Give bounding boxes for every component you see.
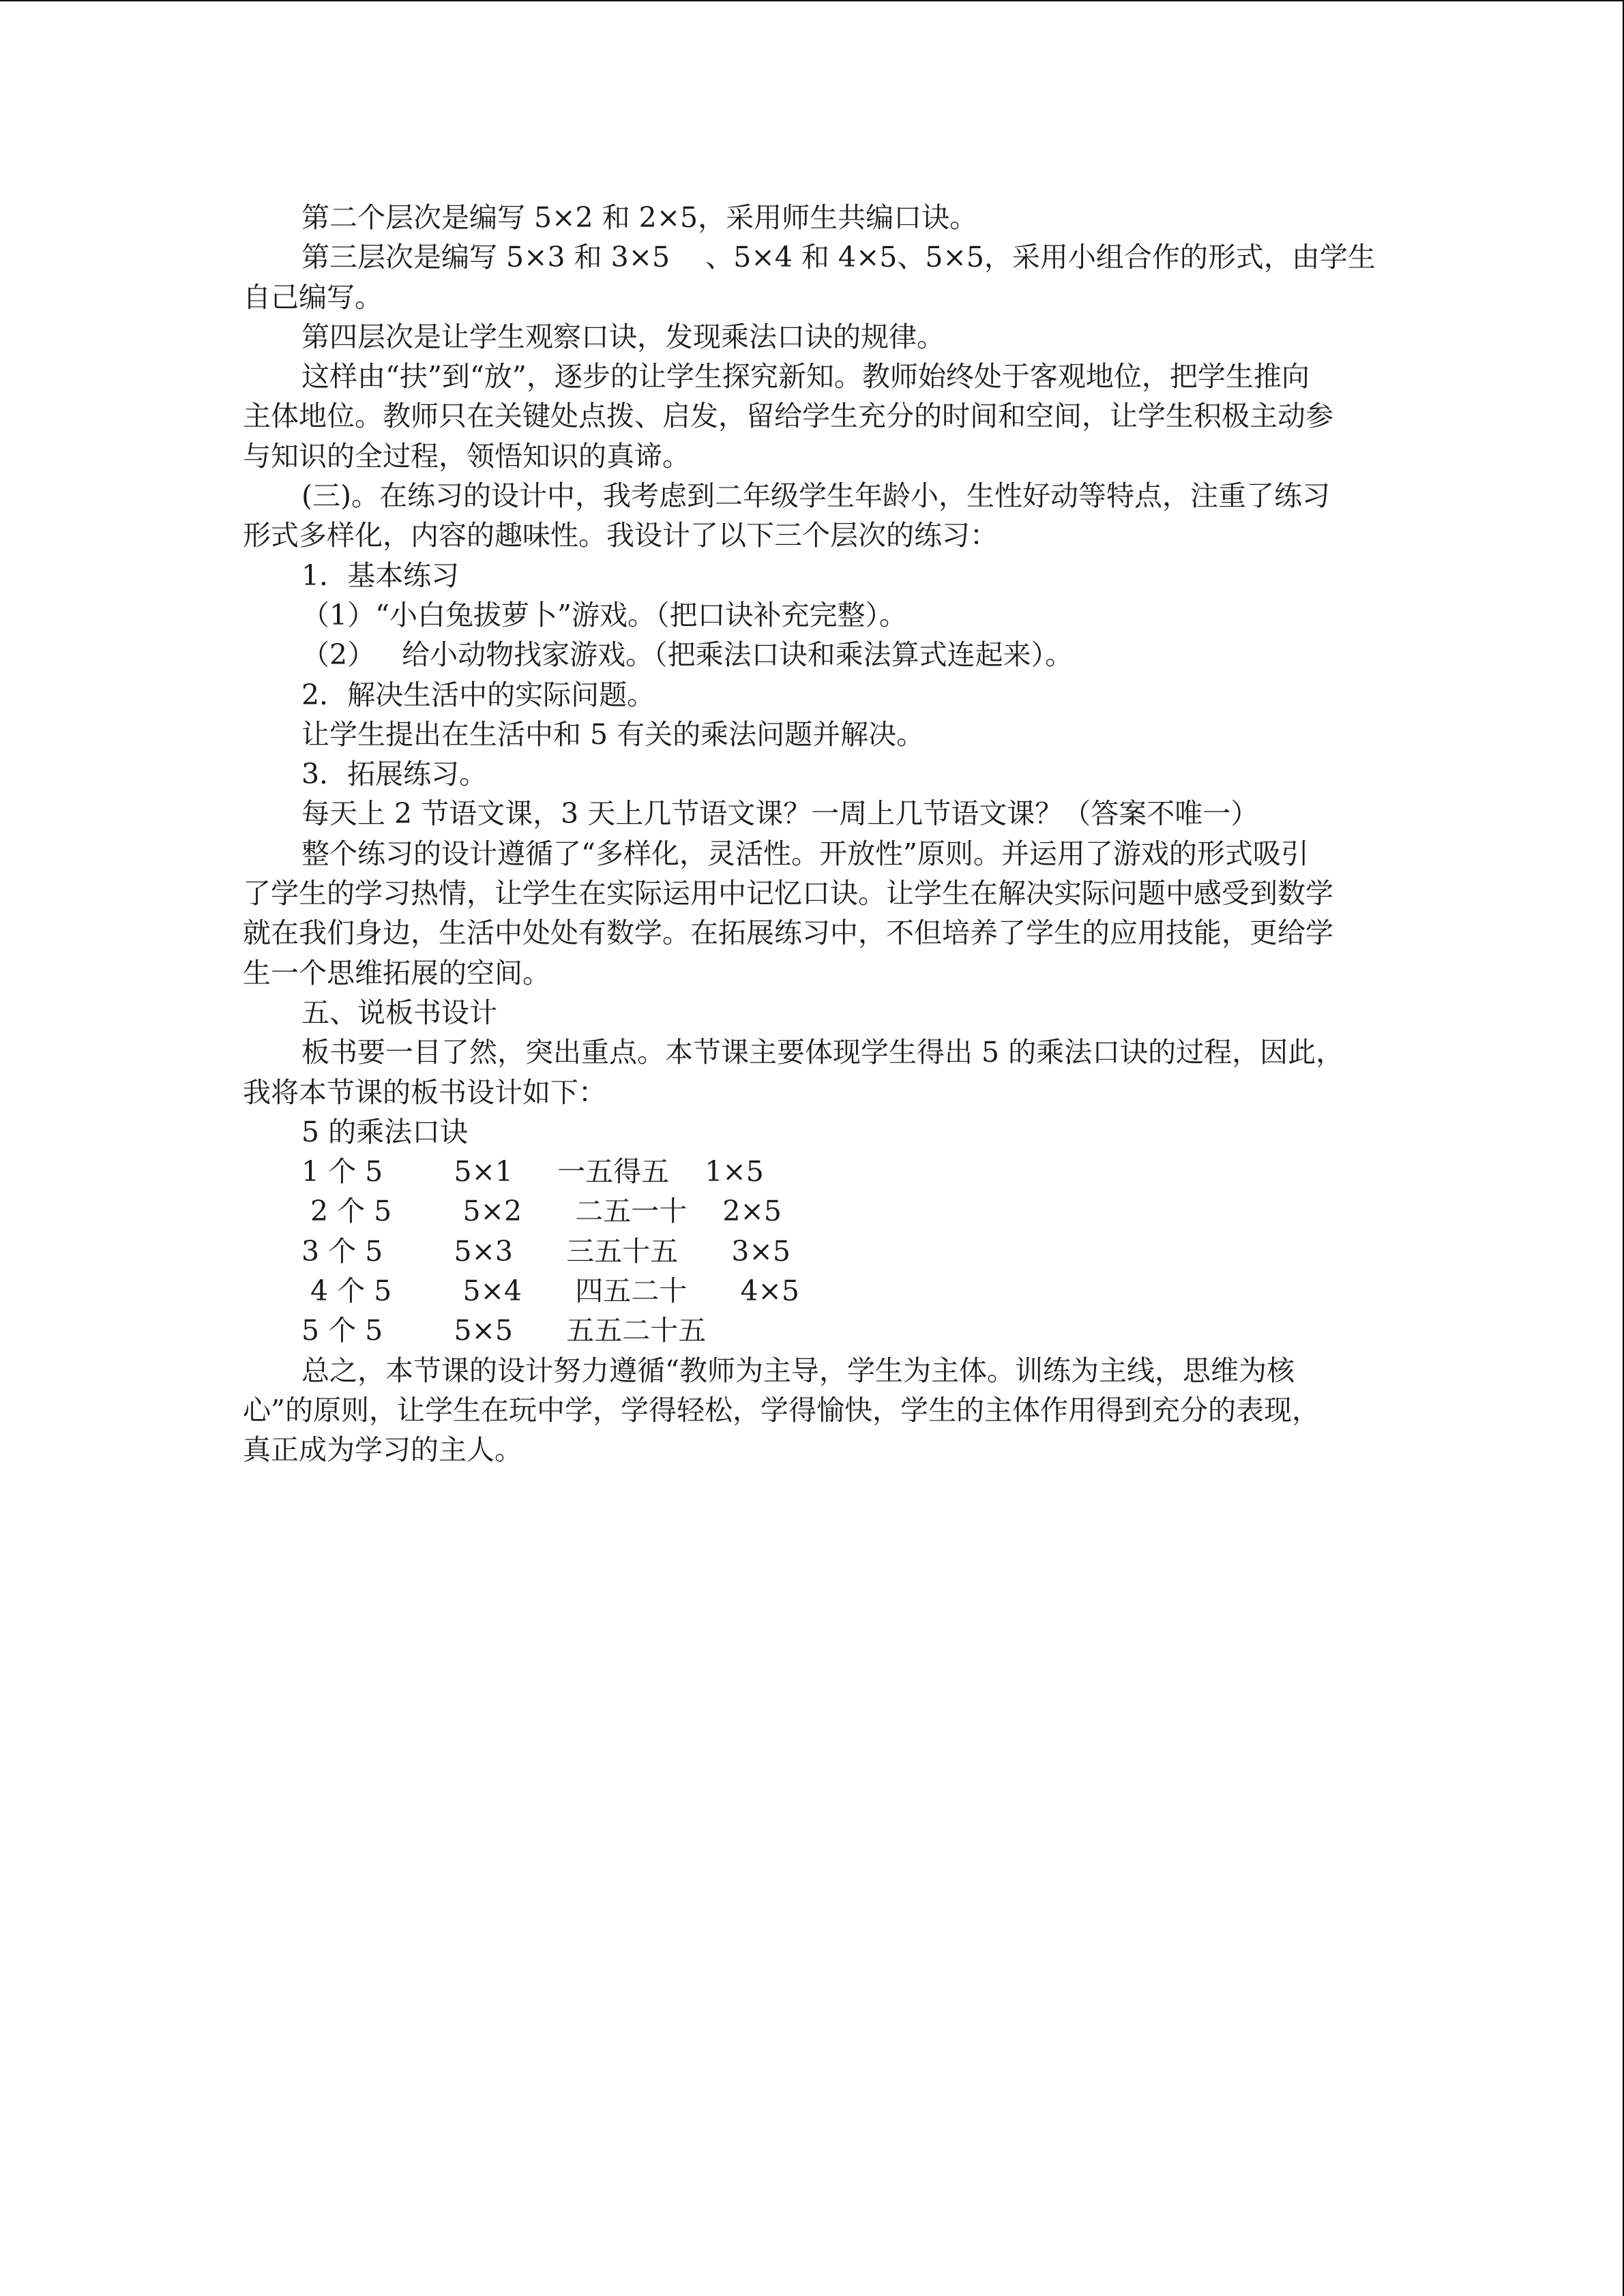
paragraph-line: 与知识的全过程，领悟知识的真谛。 <box>243 439 690 473</box>
paragraph-line: 心”的原则，让学生在玩中学，学得轻松，学得愉快，学生的主体作用得到充分的表现， <box>243 1393 1320 1427</box>
board-row: 4 个 5 5×4 四五二十 4×5 <box>301 1274 799 1308</box>
paragraph-line: 第二个层次是编写 5×2 和 2×5，采用师生共编口诀。 <box>301 201 978 234</box>
paragraph-line: 形式多样化，内容的趣味性。我设计了以下三个层次的练习： <box>243 519 998 552</box>
board-row: 3 个 5 5×3 三五十五 3×5 <box>301 1234 791 1268</box>
paragraph-line: 了学生的学习热情，让学生在实际运用中记忆口诀。让学生在解决实际问题中感受到数学 <box>243 877 1333 910</box>
board-row: 2 个 5 5×2 二五一十 2×5 <box>301 1195 782 1228</box>
section-heading: 2．解决生活中的实际问题。 <box>301 678 655 711</box>
document-body <box>243 198 1382 1470</box>
paragraph-line: 第四层次是让学生观察口诀，发现乘法口诀的规律。 <box>301 320 945 353</box>
section-heading: 3．拓展练习。 <box>301 758 488 791</box>
paragraph-line: 总之，本节课的设计努力遵循“教师为主导，学生为主体。训练为主线，思维为核 <box>301 1354 1295 1387</box>
paragraph-line: 整个练习的设计遵循了“多样化，灵活性。开放性”原则。并运用了游戏的形式吸引 <box>301 837 1309 870</box>
board-title: 5 的乘法口诀 <box>301 1115 469 1148</box>
paragraph-line: 主体地位。教师只在关键处点拨、启发，留给学生充分的时间和空间，让学生积极主动参 <box>243 400 1333 433</box>
list-item: （1）“小白兔拔萝卜”游戏。（把口诀补充完整）。 <box>301 598 908 631</box>
paragraph-line: 让学生提出在生活中和 5 有关的乘法问题并解决。 <box>301 717 925 751</box>
list-item: （2） 给小动物找家游戏。（把乘法口诀和乘法算式连起来）。 <box>301 638 1074 672</box>
board-row: 1 个 5 5×1 一五得五 1×5 <box>301 1155 764 1189</box>
board-row: 5 个 5 5×5 五五二十五 <box>301 1314 707 1347</box>
paragraph-line: 第三层次是编写 5×3 和 3×5 、5×4 和 4×5、5×5，采用小组合作的形式，由学生 <box>301 241 1376 274</box>
paragraph-line: (三)。在练习的设计中，我考虑到二年级学生年龄小，生性好动等特点，注重了练习 <box>301 479 1330 513</box>
paragraph-line: 每天上 2 节语文课，3 天上几节语文课？一周上几节语文课？（答案不唯一） <box>301 797 1259 831</box>
section-heading: 1．基本练习 <box>301 558 460 592</box>
paragraph-line: 我将本节课的板书设计如下： <box>243 1075 606 1109</box>
paragraph-line: 就在我们身边，生活中处处有数学。在拓展练习中，不但培养了学生的应用技能，更给学 <box>243 916 1333 950</box>
section-heading: 五、说板书设计 <box>301 996 497 1029</box>
paragraph-line: 自己编写。 <box>243 280 383 314</box>
paragraph-line: 真正成为学习的主人。 <box>243 1433 522 1467</box>
paragraph-line: 这样由“扶”到“放”，逐步的让学生探究新知。教师始终处于客观地位，把学生推向 <box>301 360 1310 393</box>
paragraph-line: 生一个思维拓展的空间。 <box>243 956 550 989</box>
paragraph-line: 板书要一目了然，突出重点。本节课主要体现学生得出 5 的乘法口诀的过程，因此， <box>301 1036 1344 1069</box>
